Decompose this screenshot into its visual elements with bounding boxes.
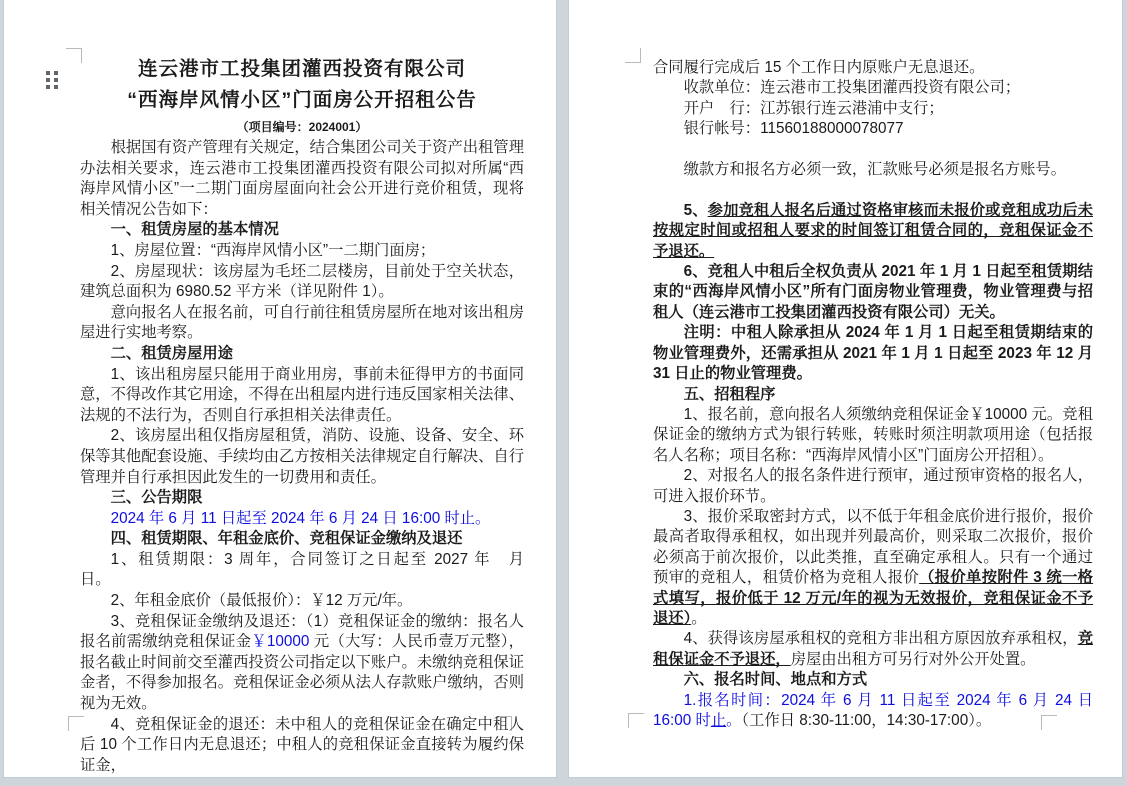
text-run: 1、租赁期限：3 周年，合同签订之日起至 2027 年 月 日。 [80,550,540,589]
paragraph [653,629,1093,670]
text-run: 2、房屋现状：该房屋为毛坯二层楼房，目前处于空关状态，建筑总面积为 6980.52 平方米（详见附件 1）。 [80,262,524,301]
paragraph [80,509,524,530]
text-boundary-mark-bottom-left [628,713,644,728]
text-run: 银行帐号：11560188000078077 [683,120,904,138]
page-2 [569,0,1122,777]
paragraph [653,201,1093,262]
paragraph [653,262,1093,323]
text-run: 四、租赁期限、年租金底价、竞租保证金缴纳及退还 [110,530,463,548]
paragraph [653,58,1093,78]
text-run: 5、 [683,201,708,219]
paragraph [653,160,1093,180]
text-run: 2、该房屋出租仅指房屋租赁，消防、设施、设备、安全、环保等其他配套设施、手续均由乙方按相关法律规定自行解决、自行管理并自行承担因此发生的一切费用和责任。 [80,427,524,486]
text-run: 。 [691,609,707,627]
paragraph [653,670,1093,690]
paragraph [80,241,524,262]
paragraph [653,405,1093,466]
paragraph [653,323,1093,384]
paragraph [80,220,524,241]
doc-title-line2: “西海岸风情小区”门面房公开招租公告 [127,89,477,111]
paragraph [653,385,1093,405]
paragraph [653,507,1093,629]
text-run: 参加竞租人报名后通过资格审核而未报价或竞租成功后未按规定时间或招租人要求的时间签订租赁合同的，竞租保证金不予退还。 [653,201,1093,260]
text-run: 合同履行完成后 15 个工作日内原账户无息退还。 [653,59,985,76]
text-run: 元（大写：人民币壹万元整），报名截止时间前交至灌西投资公司指定以下账户。未缴纳竞租保证金者，不得参加报名。竞租保证金必须从法人存款账户缴纳，否则视为无效。 [80,633,524,713]
text-run: 2024 年 6 月 11 日起至 2024 年 6 月 24 日 16:00 时止。 [110,509,491,527]
text-run: 根据国有资产管理有关规定，结合集团公司关于资产出租管理办法相关要求，连云港市工投集团灌西投资有限公司拟对所属“西海岸风情小区”一二期门面房屋面向社会公开进行竞价租赁，现将相关情况公告如下： [80,139,524,218]
text-run: 注明：中租人除承担从 2024 年 1 月 1 日起至租赁期结束的物业管理费外，还需承担从 2021 年 1 月 1 日起至 2023 年 12 月 31 日止的物业管理费。 [653,324,1093,383]
paragraph [80,529,524,550]
paragraph [80,550,540,591]
text-run: 2、对报名人的报名条件进行预审，通过预审资格的报名人，可进入报价环节。 [653,467,1093,505]
paragraph [653,180,1093,200]
text-run: 六、报名时间、地点和方式 [683,671,868,689]
paragraph [80,612,524,715]
text-run: 。 [726,712,742,729]
text-run: 3、竞租保证金缴纳及退还：（1）竞租保证金的缴纳：报名人报名前需缴纳竞租保证金 [80,612,524,651]
text-run: 三、公告期限 [110,489,203,507]
paragraph [80,591,524,612]
text-run: 1.报名时间：2024 年 6 月 11 日起至 2024 年 6 月 24 日 16:00 时 [653,691,1093,729]
title-block [80,54,524,136]
text-run: （工作日 8:30-11:00，14:30-17:00）。 [741,712,992,729]
paragraph [653,99,1093,119]
paragraph [80,262,524,303]
text-run: 4、获得该房屋承租权的竞租方非出租方原因放弃承租权， [683,630,1078,648]
paragraph [653,78,1093,98]
paragraph [80,426,524,488]
text-run: 五、招租程序 [683,385,776,403]
paragraph [80,488,524,509]
drag-handle-icon[interactable] [46,71,58,89]
page-1 [4,0,556,777]
paragraph [653,466,1093,507]
paragraph [80,138,524,220]
text-run: 1、房屋位置：“西海岸风情小区”一二期门面房； [110,241,436,259]
text-run: 意向报名人在报名前，可自行前往租赁房屋所在地对该出租房屋进行实地考察。 [80,303,524,342]
text-run: 一、租赁房屋的基本情况 [110,221,279,239]
text-run: 开户 行：江苏银行连云港浦中支行； [683,99,944,117]
text-boundary-mark-top-left [625,48,641,63]
text-run: 4、竞租保证金的退还：未中租人的竞租保证金在确定中租人后 10 个工作日内无息退还；中租人的竞租保证金直接转为履约保证金， [80,715,524,774]
paragraph [80,344,524,365]
text-run: （报价单按附件 3 统一格式填写，报价低于 12 万元/年的视为无效报价，竞租保证金不予退还） [653,569,1093,627]
page2-body-text [653,58,1093,731]
text-run: 止 [710,712,727,729]
paragraph [80,365,524,427]
text-run: 竞租保证金不予退还， [653,630,1093,668]
paragraph [653,140,1093,160]
text-run: 缴款方和报名方必须一致，汇款账号必须是报名方账号。 [683,161,1067,179]
text-run: 3、报价采取密封方式，以不低于年租金底价进行报价，报价最高者取得承租权，如出现并列最高价，则采取二次报价，报价必须高于前次报价，以此类推，直至确定承租人。只有一个通过预审的竞租人，租赁价格为竞租人报价 [653,507,1093,587]
paragraph [80,715,524,777]
text-run: ￥10000 [251,633,310,651]
text-run: 收款单位：连云港市工投集团灌西投资有限公司； [683,79,1021,97]
paragraph [80,303,524,344]
paragraph [653,119,1093,139]
text-run: 房屋由出租方可另行对外公开处置。 [790,650,1036,668]
text-run: 6、竞租人中租后全权负责从 2021 年 1 月 1 日起至租赁期结束的“西海岸风情小区”所有门面房物业管理费，物业管理费与招租人（连云港市工投集团灌西投资有限公司）无关。 [653,263,1093,321]
paragraph [653,691,1093,732]
doc-title-line1: 连云港市工投集团灌西投资有限公司 [137,58,466,80]
page1-body-text [80,138,540,776]
text-run: 1、该出租房屋只能用于商业用房，事前未征得甲方的书面同意，不得改作其它用途，不得在出租屋内进行违反国家相关法律、法规的不法行为，否则自行承担相关法律责任。 [80,365,524,424]
project-number: （项目编号：2024001） [236,120,368,134]
text-run: 1、报名前，意向报名人须缴纳竞租保证金￥10000 元。竞租保证金的缴纳方式为银行转账，转账时须注明款项用途（包括报名人名称；项目名称：“西海岸风情小区”门面房公开招租）。 [653,405,1093,464]
text-run: 二、租赁房屋用途 [110,344,233,362]
text-run: 2、年租金底价（最低报价）：￥12 万元/年。 [110,592,413,610]
